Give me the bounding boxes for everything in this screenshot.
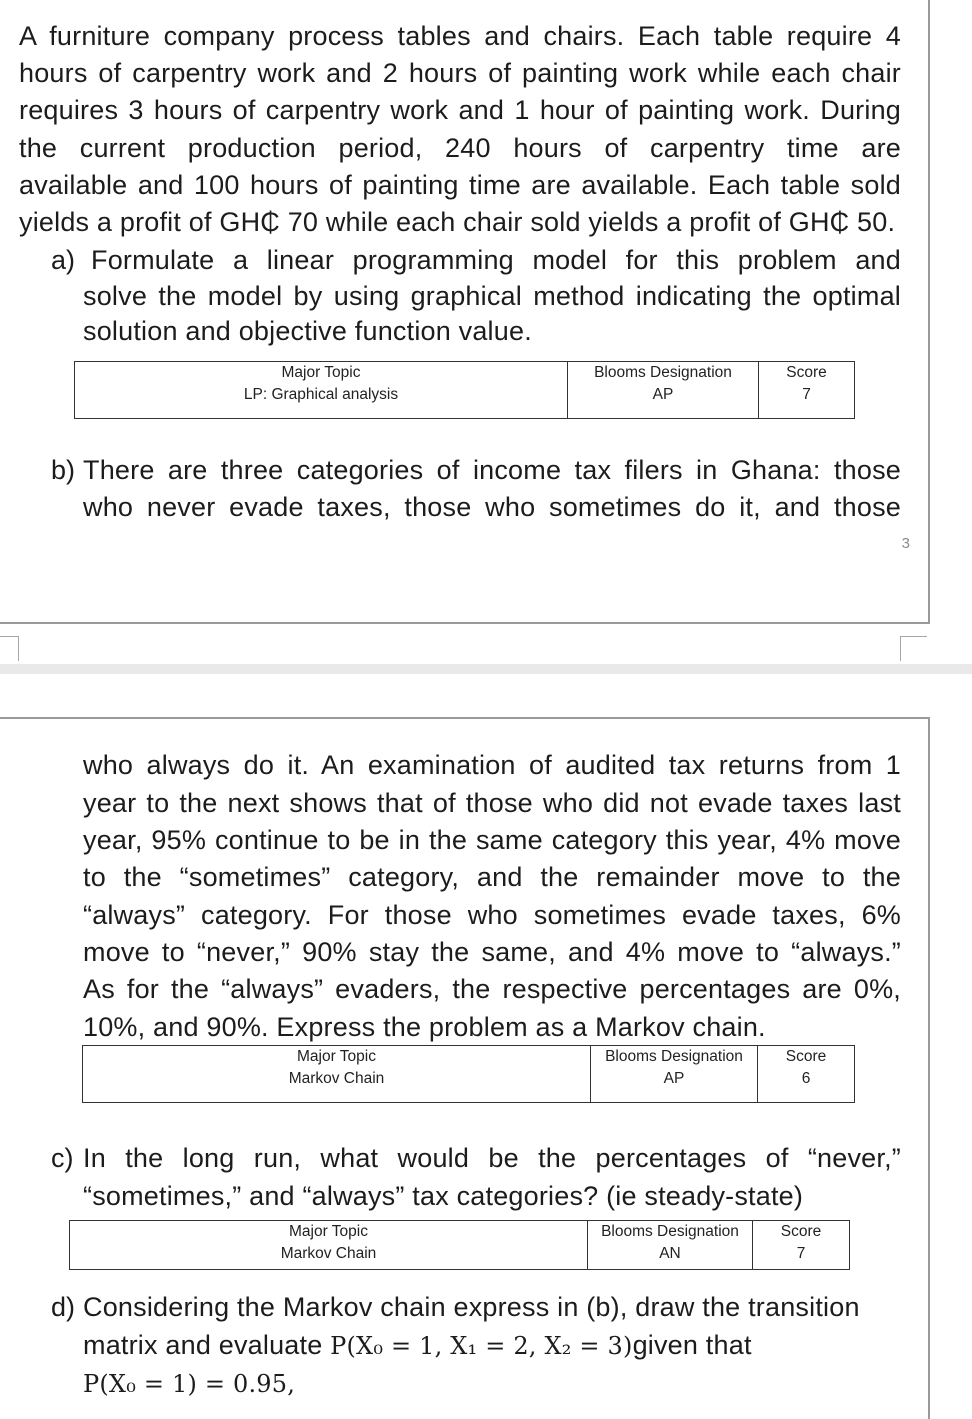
part-a-line: Formulate a linear programming model for this problem and bbox=[91, 245, 901, 275]
blooms-header: Blooms Designation bbox=[594, 364, 732, 381]
part-b-line: There are three categories of income tax filers in Ghana: those bbox=[83, 455, 901, 485]
intro-line: A furniture company process tables and chairs. Each table require 4 bbox=[19, 21, 901, 51]
blooms-value: AP bbox=[652, 386, 674, 403]
part-d-label: d) bbox=[51, 1292, 76, 1322]
score-value: 7 bbox=[796, 1245, 806, 1262]
part-b-line: who always do it. An examination of audited tax returns from 1 bbox=[83, 750, 901, 780]
part-b-info-table bbox=[82, 1045, 855, 1103]
part-b-line: move to “never,” 90% stay the same, and 4% move to “always.” bbox=[83, 937, 901, 967]
part-b-line: year to the next shows that of those who did not evade taxes last bbox=[83, 788, 901, 818]
blooms-header: Blooms Designation bbox=[605, 1048, 743, 1065]
intro-line: yields a profit of GH₵ 70 while each chair sold yields a profit of GH₵ 50. bbox=[19, 207, 896, 237]
intro-line: the current production period, 240 hours of carpentry time are bbox=[19, 133, 901, 163]
part-c-line: “sometimes,” and “always” tax categories? (ie steady-state) bbox=[83, 1181, 804, 1211]
score-header: Score bbox=[785, 1048, 827, 1065]
page-corner-mark bbox=[900, 636, 927, 661]
part-b-line: “always” category. For those who sometimes evade taxes, 6% bbox=[83, 900, 901, 930]
probability-expression: P(X₀ = 1, X₁ = 2, X₂ = 3) bbox=[330, 1332, 633, 1360]
score-header: Score bbox=[780, 1223, 822, 1240]
part-b-line: 10%, and 90%. Express the problem as a Markov chain. bbox=[83, 1012, 766, 1042]
part-a-line: solve the model by using graphical method indicating the optimal bbox=[83, 281, 901, 311]
major-topic-value: Markov Chain bbox=[280, 1245, 377, 1262]
major-topic-header: Major Topic bbox=[289, 1223, 368, 1240]
part-b-line: who never evade taxes, those who sometimes do it, and those bbox=[83, 492, 901, 522]
document-page-2 bbox=[0, 717, 930, 1419]
part-b-line: to the “sometimes” category, and the remainder move to the bbox=[83, 862, 901, 892]
blooms-value: AP bbox=[663, 1070, 685, 1087]
score-value: 6 bbox=[801, 1070, 811, 1087]
page-number: 3 bbox=[901, 535, 910, 552]
intro-line: hours of carpentry work and 2 hours of painting work while each chair bbox=[19, 58, 901, 88]
page-separator bbox=[0, 664, 972, 674]
part-a-info-table bbox=[74, 361, 855, 419]
blooms-value: AN bbox=[659, 1245, 681, 1262]
part-d-line: Considering the Markov chain express in (b), draw the transition bbox=[83, 1292, 860, 1322]
part-b-line: As for the “always” evaders, the respective percentages are 0%, bbox=[83, 974, 901, 1004]
initial-probability-expression: P(X₀ = 1) = 0.95, bbox=[83, 1370, 296, 1398]
part-a-line: solution and objective function value. bbox=[83, 316, 532, 346]
part-c-info-table bbox=[69, 1220, 850, 1270]
part-c-line: In the long run, what would be the percentages of “never,” bbox=[83, 1143, 901, 1173]
major-topic-value: Markov Chain bbox=[288, 1070, 385, 1087]
intro-line: available and 100 hours of painting time are available. Each table sold bbox=[19, 170, 901, 200]
score-header: Score bbox=[786, 364, 827, 381]
part-b-line: year, 95% continue to be in the same category this year, 4% move bbox=[83, 825, 901, 855]
score-value: 7 bbox=[802, 386, 811, 403]
document-page-1 bbox=[0, 0, 930, 624]
blooms-header: Blooms Designation bbox=[601, 1223, 739, 1240]
major-topic-header: Major Topic bbox=[297, 1048, 376, 1065]
major-topic-header: Major Topic bbox=[281, 364, 361, 381]
page-corner-mark bbox=[0, 636, 19, 661]
intro-line: requires 3 hours of carpentry work and 1 hour of painting work. During bbox=[19, 95, 901, 125]
part-c-label: c) bbox=[51, 1143, 74, 1173]
part-d-text: matrix and evaluate bbox=[83, 1330, 323, 1360]
part-a-label: a) bbox=[51, 245, 76, 275]
part-d-line bbox=[83, 1329, 752, 1362]
part-b-label: b) bbox=[51, 455, 76, 485]
major-topic-value: LP: Graphical analysis bbox=[243, 386, 399, 403]
part-d-text: given that bbox=[632, 1330, 752, 1360]
